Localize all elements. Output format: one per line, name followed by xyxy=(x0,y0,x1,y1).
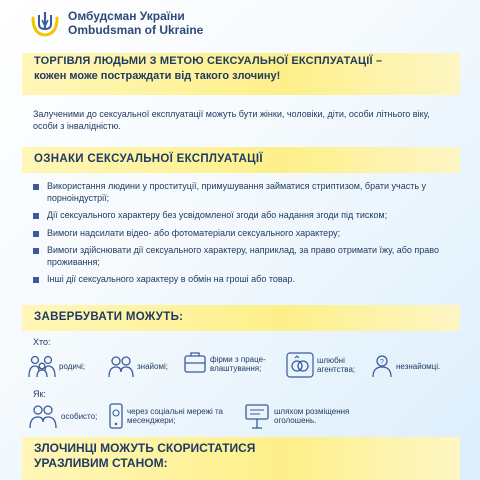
stranger-icon xyxy=(371,354,393,378)
trident-logo-icon xyxy=(30,8,60,38)
bullet-icon xyxy=(33,231,39,237)
rings-icon xyxy=(286,352,314,378)
how-item-social-media: через соціальні мережі та месенджери; xyxy=(108,403,237,429)
who-item-marriage-agencies: шлюбні агентства; xyxy=(286,352,359,378)
logo-title-en: Ombudsman of Ukraine xyxy=(68,23,204,37)
family-icon xyxy=(28,354,56,378)
list-item: Інші дії сексуального характеру в обмін на гроші або товар. xyxy=(33,274,453,286)
who-item-relatives: родичі; xyxy=(28,354,85,378)
page-subtitle: кожен може постраждати від такого злочину! xyxy=(34,70,281,82)
who-icons-row xyxy=(28,350,468,382)
person-icon xyxy=(28,403,58,429)
intro-text: Залученими до сексуальної експлуатації можуть бути жінки, чоловіки, діти, особи літнього віку, особи з інвалідністю. xyxy=(33,109,430,131)
list-item: Використання людини у проституції, примушування займатися стриптизом, брати участь у порноіндустрії; xyxy=(33,181,453,204)
bullet-icon xyxy=(33,213,39,219)
page-title: ТОРГІВЛЯ ЛЮДЬМИ З МЕТОЮ СЕКСУАЛЬНОЇ ЕКСПЛУАТАЦІЇ – xyxy=(34,55,383,67)
phone-icon xyxy=(108,403,124,429)
bullet-icon xyxy=(33,184,39,190)
signs-heading: ОЗНАКИ СЕКСУАЛЬНОЇ ЕКСПЛУАТАЦІЇ xyxy=(34,153,263,165)
svg-text:?: ? xyxy=(380,359,384,366)
office-icon xyxy=(183,350,207,378)
signs-list xyxy=(33,181,453,292)
bullet-icon xyxy=(33,277,39,283)
who-item-acquaintances: знайомі; xyxy=(108,354,168,378)
vulnerability-heading-line1: ЗЛОЧИНЦІ МОЖУТЬ СКОРИСТАТИСЯ xyxy=(34,441,256,455)
who-item-strangers: ? незнайомці. xyxy=(371,354,440,378)
friends-icon xyxy=(108,354,134,378)
who-label: Хто: xyxy=(33,337,51,347)
vulnerability-heading-line2: УРАЗЛИВИМ СТАНОМ: xyxy=(34,456,168,470)
list-item: Вимоги надсилати відео- або фотоматеріали сексуального характеру; xyxy=(33,228,453,240)
logo-title-uk: Омбудсман України xyxy=(68,9,185,23)
recruit-heading: ЗАВЕРБУВАТИ МОЖУТЬ: xyxy=(34,311,184,323)
list-item: Вимоги здійснювати дії сексуального характеру, наприклад, за право отримати їжу, або право проживання; xyxy=(33,245,453,268)
how-item-in-person: особисто; xyxy=(28,403,97,429)
ombudsman-logo xyxy=(30,8,203,38)
how-label: Як: xyxy=(33,389,46,399)
who-item-employment-firms: фірми з праце-влаштування; xyxy=(183,350,270,378)
billboard-icon xyxy=(243,403,271,429)
how-item-advertisements: шляхом розміщення оголошень. xyxy=(243,403,384,429)
bullet-icon xyxy=(33,248,39,254)
list-item: Дії сексуального характеру без усвідомленої згоди або надання згоди під тиском; xyxy=(33,210,453,222)
how-icons-row xyxy=(28,403,468,433)
